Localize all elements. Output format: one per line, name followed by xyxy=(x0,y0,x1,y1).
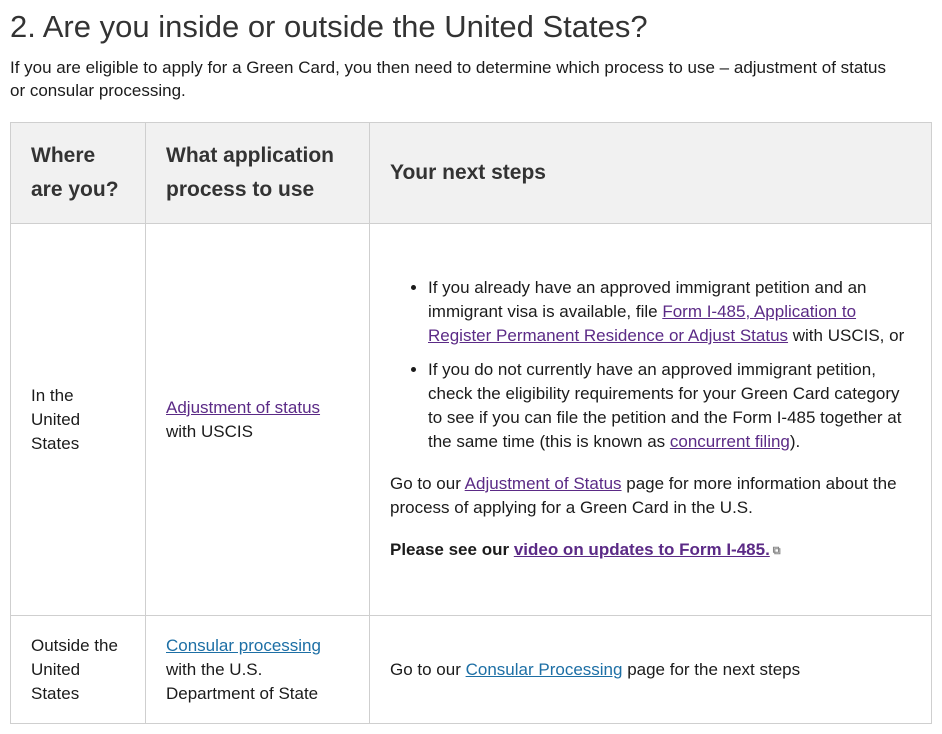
adjustment-of-status-link[interactable]: Adjustment of status xyxy=(166,397,321,417)
more-info-paragraph xyxy=(390,472,911,520)
steps-text: page for the next steps xyxy=(622,659,801,679)
video-updates-link[interactable]: video on updates to Form I-485. xyxy=(513,540,770,559)
header-process: What application process to use xyxy=(146,123,370,224)
cell-steps-outside xyxy=(370,616,932,724)
para-text: page for more information about the process of applying for a Green Card in the U.S. xyxy=(390,474,897,517)
intro-text: If you are eligible to apply for a Green Card, you then need to determine which process to use – adjustment of status or consular processing. xyxy=(10,58,886,100)
process-suffix: with USCIS xyxy=(166,421,253,441)
header-next-steps: Your next steps xyxy=(370,123,932,224)
bullet-text: If you already have an approved immigrant petition and an immigrant visa is available, file xyxy=(428,278,867,321)
cell-steps-inside xyxy=(370,224,932,616)
steps-text: Go to our xyxy=(390,659,466,679)
video-paragraph xyxy=(390,538,911,563)
table-row xyxy=(11,224,932,616)
para-text: Please see our xyxy=(390,540,514,559)
list-item xyxy=(428,276,911,348)
section-heading: 2. Are you inside or outside the United States? xyxy=(10,9,648,44)
steps-list xyxy=(390,276,911,454)
bullet-text: If you do not currently have an approved immigrant petition, check the eligibility requirements for your Green Card category to see if you can file the petition and the Form I-485 together at the same time (this is known as xyxy=(428,360,902,451)
table-row xyxy=(11,616,932,724)
list-item xyxy=(428,358,911,454)
para-text: Go to our xyxy=(390,474,465,493)
cell-process-outside xyxy=(146,616,370,724)
consular-processing-page-link[interactable]: Consular Processing xyxy=(465,659,623,679)
table-header-row xyxy=(11,123,932,224)
bullet-text: ). xyxy=(789,432,801,451)
form-i485-link[interactable]: Form I-485, Application to Register Permanent Residence or Adjust Status xyxy=(428,302,857,345)
cell-process-inside xyxy=(146,224,370,616)
header-where: Where are you? xyxy=(11,123,146,224)
bullet-text: with USCIS, or xyxy=(788,326,905,345)
process-table xyxy=(10,122,932,724)
process-suffix: with the U.S. Department of State xyxy=(166,659,319,703)
consular-processing-link[interactable]: Consular processing xyxy=(166,635,321,655)
cell-where-inside: In the United States xyxy=(11,224,146,616)
external-link-icon: ⧉ xyxy=(772,545,781,557)
cell-where-outside: Outside the United States xyxy=(11,616,146,724)
adjustment-of-status-page-link[interactable]: Adjustment of Status xyxy=(464,474,622,493)
concurrent-filing-link[interactable]: concurrent filing xyxy=(669,432,790,451)
